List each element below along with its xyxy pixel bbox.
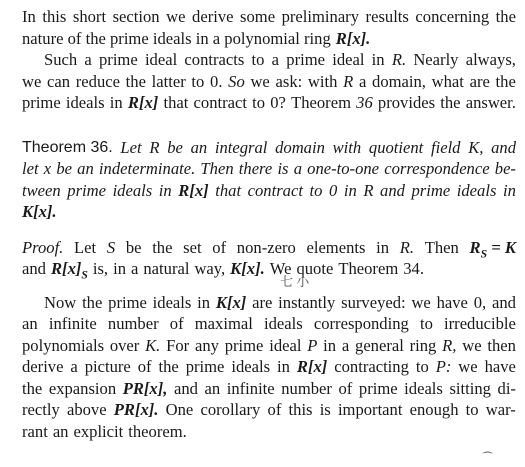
- word: a: [70, 357, 78, 376]
- word: Theorem: [338, 259, 399, 278]
- word: with: [307, 71, 338, 91]
- word: the: [22, 378, 43, 398]
- word: One: [165, 400, 194, 419]
- word: to: [415, 357, 429, 376]
- word: have: [436, 292, 468, 312]
- word: and: [491, 292, 516, 312]
- closing-line-5: [22, 378, 516, 400]
- theorem-line-1: [22, 137, 516, 159]
- word: 0: [328, 180, 338, 200]
- word: domain,: [372, 71, 426, 91]
- word: tween: [22, 180, 61, 200]
- word: latter: [151, 71, 186, 91]
- word: prime: [22, 93, 61, 112]
- word: non-zero: [236, 237, 296, 257]
- word: prime: [286, 50, 325, 69]
- word: provides: [377, 93, 436, 112]
- word: quote: [296, 259, 334, 278]
- word: the: [125, 71, 146, 91]
- word: Nearly: [413, 50, 459, 69]
- word: a: [131, 259, 139, 278]
- word: di-: [497, 378, 516, 398]
- word: a: [358, 71, 367, 91]
- word: be: [167, 137, 183, 157]
- word: R.: [391, 50, 407, 69]
- word: in: [113, 259, 126, 278]
- intro-line-1: [22, 6, 516, 28]
- word: some: [240, 7, 276, 26]
- word: over: [109, 335, 140, 355]
- word: short: [72, 7, 107, 26]
- word: ideal: [269, 335, 302, 355]
- word: above: [66, 400, 107, 419]
- word: section: [112, 7, 160, 26]
- word: are: [469, 71, 490, 91]
- word: what: [431, 71, 464, 91]
- word: to: [419, 314, 433, 333]
- word: preliminary: [281, 7, 360, 26]
- word: and: [491, 137, 516, 157]
- intro-line-3: [22, 49, 516, 71]
- proof-line-1: [22, 237, 516, 259]
- word: always,: [465, 50, 516, 69]
- word: one-to-one: [307, 159, 380, 178]
- word: domain: [275, 137, 325, 157]
- word: R[x]: [296, 357, 328, 376]
- word: the: [495, 7, 516, 26]
- word: of: [212, 237, 227, 257]
- word: the: [495, 71, 516, 91]
- word: 0.: [210, 71, 223, 91]
- word: derive: [22, 357, 64, 376]
- closing-line-4: [22, 356, 516, 378]
- word: Theorem: [291, 93, 351, 112]
- word: ideal: [332, 50, 365, 69]
- word: war-: [485, 400, 516, 419]
- word: the: [440, 93, 461, 112]
- word: R,: [442, 335, 457, 355]
- proof-label: Proof.: [22, 237, 64, 257]
- word: ring: [409, 335, 437, 355]
- word: corresponding: [313, 314, 409, 333]
- word: R: [343, 71, 354, 91]
- word: then: [487, 335, 516, 355]
- word: contracts: [184, 50, 245, 69]
- word: instantly: [278, 292, 336, 312]
- word: a: [271, 50, 280, 69]
- word: number: [107, 314, 159, 333]
- word: in: [158, 180, 172, 200]
- word: in: [323, 335, 337, 355]
- word: quotient: [368, 137, 424, 157]
- word: ideals: [263, 314, 303, 333]
- word: sitting: [449, 378, 491, 398]
- word: is: [277, 159, 289, 178]
- word: integral: [214, 137, 268, 157]
- word: that: [215, 180, 242, 200]
- word: contract: [193, 93, 247, 112]
- math-kx: K[x].: [22, 202, 57, 221]
- word: be-: [494, 159, 516, 178]
- word: an: [52, 421, 69, 441]
- word: the: [158, 357, 179, 376]
- word: to: [251, 50, 265, 69]
- word: the: [82, 292, 103, 312]
- word: and: [173, 378, 198, 398]
- word: derive: [192, 7, 234, 26]
- word: Let: [74, 237, 97, 257]
- word: we: [458, 357, 478, 376]
- word: R[x]: [127, 93, 159, 112]
- word: answer.: [465, 93, 516, 112]
- word: natural: [143, 259, 190, 278]
- word: of: [137, 357, 152, 376]
- word: any: [194, 335, 219, 355]
- word: a: [341, 335, 350, 355]
- word: be: [125, 237, 142, 257]
- word: P:: [435, 357, 452, 376]
- intro-line-5: [22, 92, 516, 114]
- word: polynomials: [22, 335, 105, 355]
- word: field: [430, 137, 461, 157]
- word: an: [190, 137, 208, 157]
- word: are: [252, 292, 273, 312]
- stray-mark: 七 小: [280, 274, 310, 289]
- word: to: [465, 400, 479, 419]
- theorem-label: Theorem 36.: [22, 138, 113, 156]
- closing-line-7: [22, 421, 516, 443]
- word: P: [307, 335, 318, 355]
- word: concerning: [415, 7, 490, 26]
- word: So: [228, 71, 245, 91]
- word: in: [371, 50, 385, 69]
- closing-line-2: [22, 313, 516, 335]
- word: there: [238, 159, 273, 178]
- word: way,: [194, 259, 226, 278]
- word: R: [363, 180, 374, 200]
- closing-line-3: [22, 335, 516, 357]
- word: in: [109, 93, 123, 112]
- word: infinite: [226, 378, 275, 398]
- word: Then: [424, 237, 459, 257]
- math-rx: R[x].: [335, 28, 371, 48]
- word: surveyed:: [341, 292, 406, 312]
- word: the: [152, 237, 173, 257]
- word: We: [269, 259, 292, 278]
- word: we: [250, 71, 270, 91]
- word: Then: [200, 159, 234, 178]
- word: 0?: [270, 93, 286, 112]
- word: and: [22, 259, 46, 278]
- word: Such: [44, 50, 78, 69]
- theorem-line-3: [22, 180, 516, 202]
- word: we: [22, 71, 42, 91]
- word: 0,: [473, 292, 487, 312]
- word: infinite: [48, 314, 97, 333]
- closing-line-6: [22, 399, 516, 421]
- word: to: [309, 180, 323, 200]
- theorem-line-4: [22, 201, 516, 223]
- word: contracting: [334, 357, 409, 376]
- word: theorem.: [128, 421, 187, 441]
- word: ideals: [231, 357, 271, 376]
- word: a: [293, 159, 302, 178]
- word: in: [197, 292, 211, 312]
- word: this: [288, 400, 313, 419]
- theorem-line-2: [22, 158, 516, 180]
- word: prime: [411, 180, 451, 200]
- word: of: [169, 314, 184, 333]
- word: prime: [224, 335, 264, 355]
- word: corollary: [200, 400, 261, 419]
- closing-line-1: [22, 292, 516, 314]
- word: that: [163, 93, 189, 112]
- word: number: [281, 378, 332, 398]
- word: have: [484, 357, 516, 376]
- word: 36: [356, 93, 373, 112]
- intro-line-2-text: nature of the prime ideals in a polynomial ring: [22, 28, 331, 48]
- word: correspondence: [384, 159, 490, 178]
- word: $R_S = K$: [469, 237, 516, 260]
- word: prime: [108, 292, 147, 312]
- word: to: [191, 71, 205, 91]
- word: indeterminate.: [98, 159, 196, 178]
- word: and: [380, 180, 405, 200]
- document-page: [22, 6, 516, 442]
- word: prime: [67, 180, 106, 200]
- word: K,: [468, 137, 484, 157]
- word: general: [355, 335, 404, 355]
- word: Let: [120, 137, 142, 157]
- word: in: [376, 237, 390, 257]
- word: ideals: [152, 292, 192, 312]
- word: set: [183, 237, 202, 257]
- word: an: [204, 378, 221, 398]
- word: ideal: [144, 50, 178, 69]
- word: K.: [145, 335, 161, 355]
- word: we: [411, 292, 431, 312]
- word: $R[x]_S$: [50, 259, 88, 282]
- corner-mark: ⁀: [483, 453, 492, 465]
- word: to: [252, 93, 266, 112]
- word: we: [462, 335, 482, 355]
- word: reduce: [75, 71, 120, 91]
- word: R[x]: [178, 180, 209, 200]
- word: maximal: [194, 314, 253, 333]
- word: PR[x].: [113, 400, 159, 419]
- word: ask:: [275, 71, 303, 91]
- intro-line-2: [22, 28, 516, 50]
- word: PR[x],: [122, 378, 168, 398]
- word: prime: [185, 357, 225, 376]
- word: of: [267, 400, 282, 419]
- word: we: [166, 7, 186, 26]
- word: ideals: [65, 93, 105, 112]
- word: rant: [22, 421, 48, 441]
- word: In: [22, 7, 36, 26]
- word: let: [22, 159, 39, 178]
- word: ideals: [456, 180, 497, 200]
- word: is: [319, 400, 331, 419]
- word: in: [502, 180, 516, 200]
- word: prime: [99, 50, 138, 69]
- word: with: [332, 137, 362, 157]
- word: R: [149, 137, 160, 157]
- word: Now: [44, 292, 77, 312]
- word: x: [43, 159, 52, 178]
- intro-line-4: [22, 71, 516, 93]
- word: important: [337, 400, 403, 419]
- word: is,: [92, 259, 109, 278]
- word: prime: [358, 378, 398, 398]
- word: irreducible: [444, 314, 516, 333]
- word: S: [106, 237, 116, 257]
- word: an: [77, 159, 94, 178]
- word: enough: [409, 400, 459, 419]
- proof-line-2: [22, 258, 516, 280]
- word: K[x].: [230, 259, 265, 278]
- word: For: [166, 335, 190, 355]
- word: a: [84, 50, 92, 69]
- word: R.: [399, 237, 415, 257]
- word: ideals: [112, 180, 153, 200]
- word: K[x]: [215, 292, 247, 312]
- word: of: [338, 378, 353, 398]
- word: expansion: [48, 378, 117, 398]
- word: contract: [247, 180, 303, 200]
- word: rectly: [22, 400, 60, 419]
- word: elements: [306, 237, 366, 257]
- word: can: [47, 71, 71, 91]
- word: explicit: [73, 421, 124, 441]
- word: be: [56, 159, 72, 178]
- word: in: [343, 180, 357, 200]
- word: picture: [84, 357, 131, 376]
- word: this: [42, 7, 67, 26]
- word: an: [22, 314, 38, 333]
- word: 34.: [403, 259, 424, 278]
- word: results: [365, 7, 409, 26]
- word: in: [277, 357, 290, 376]
- word: ideals: [404, 378, 443, 398]
